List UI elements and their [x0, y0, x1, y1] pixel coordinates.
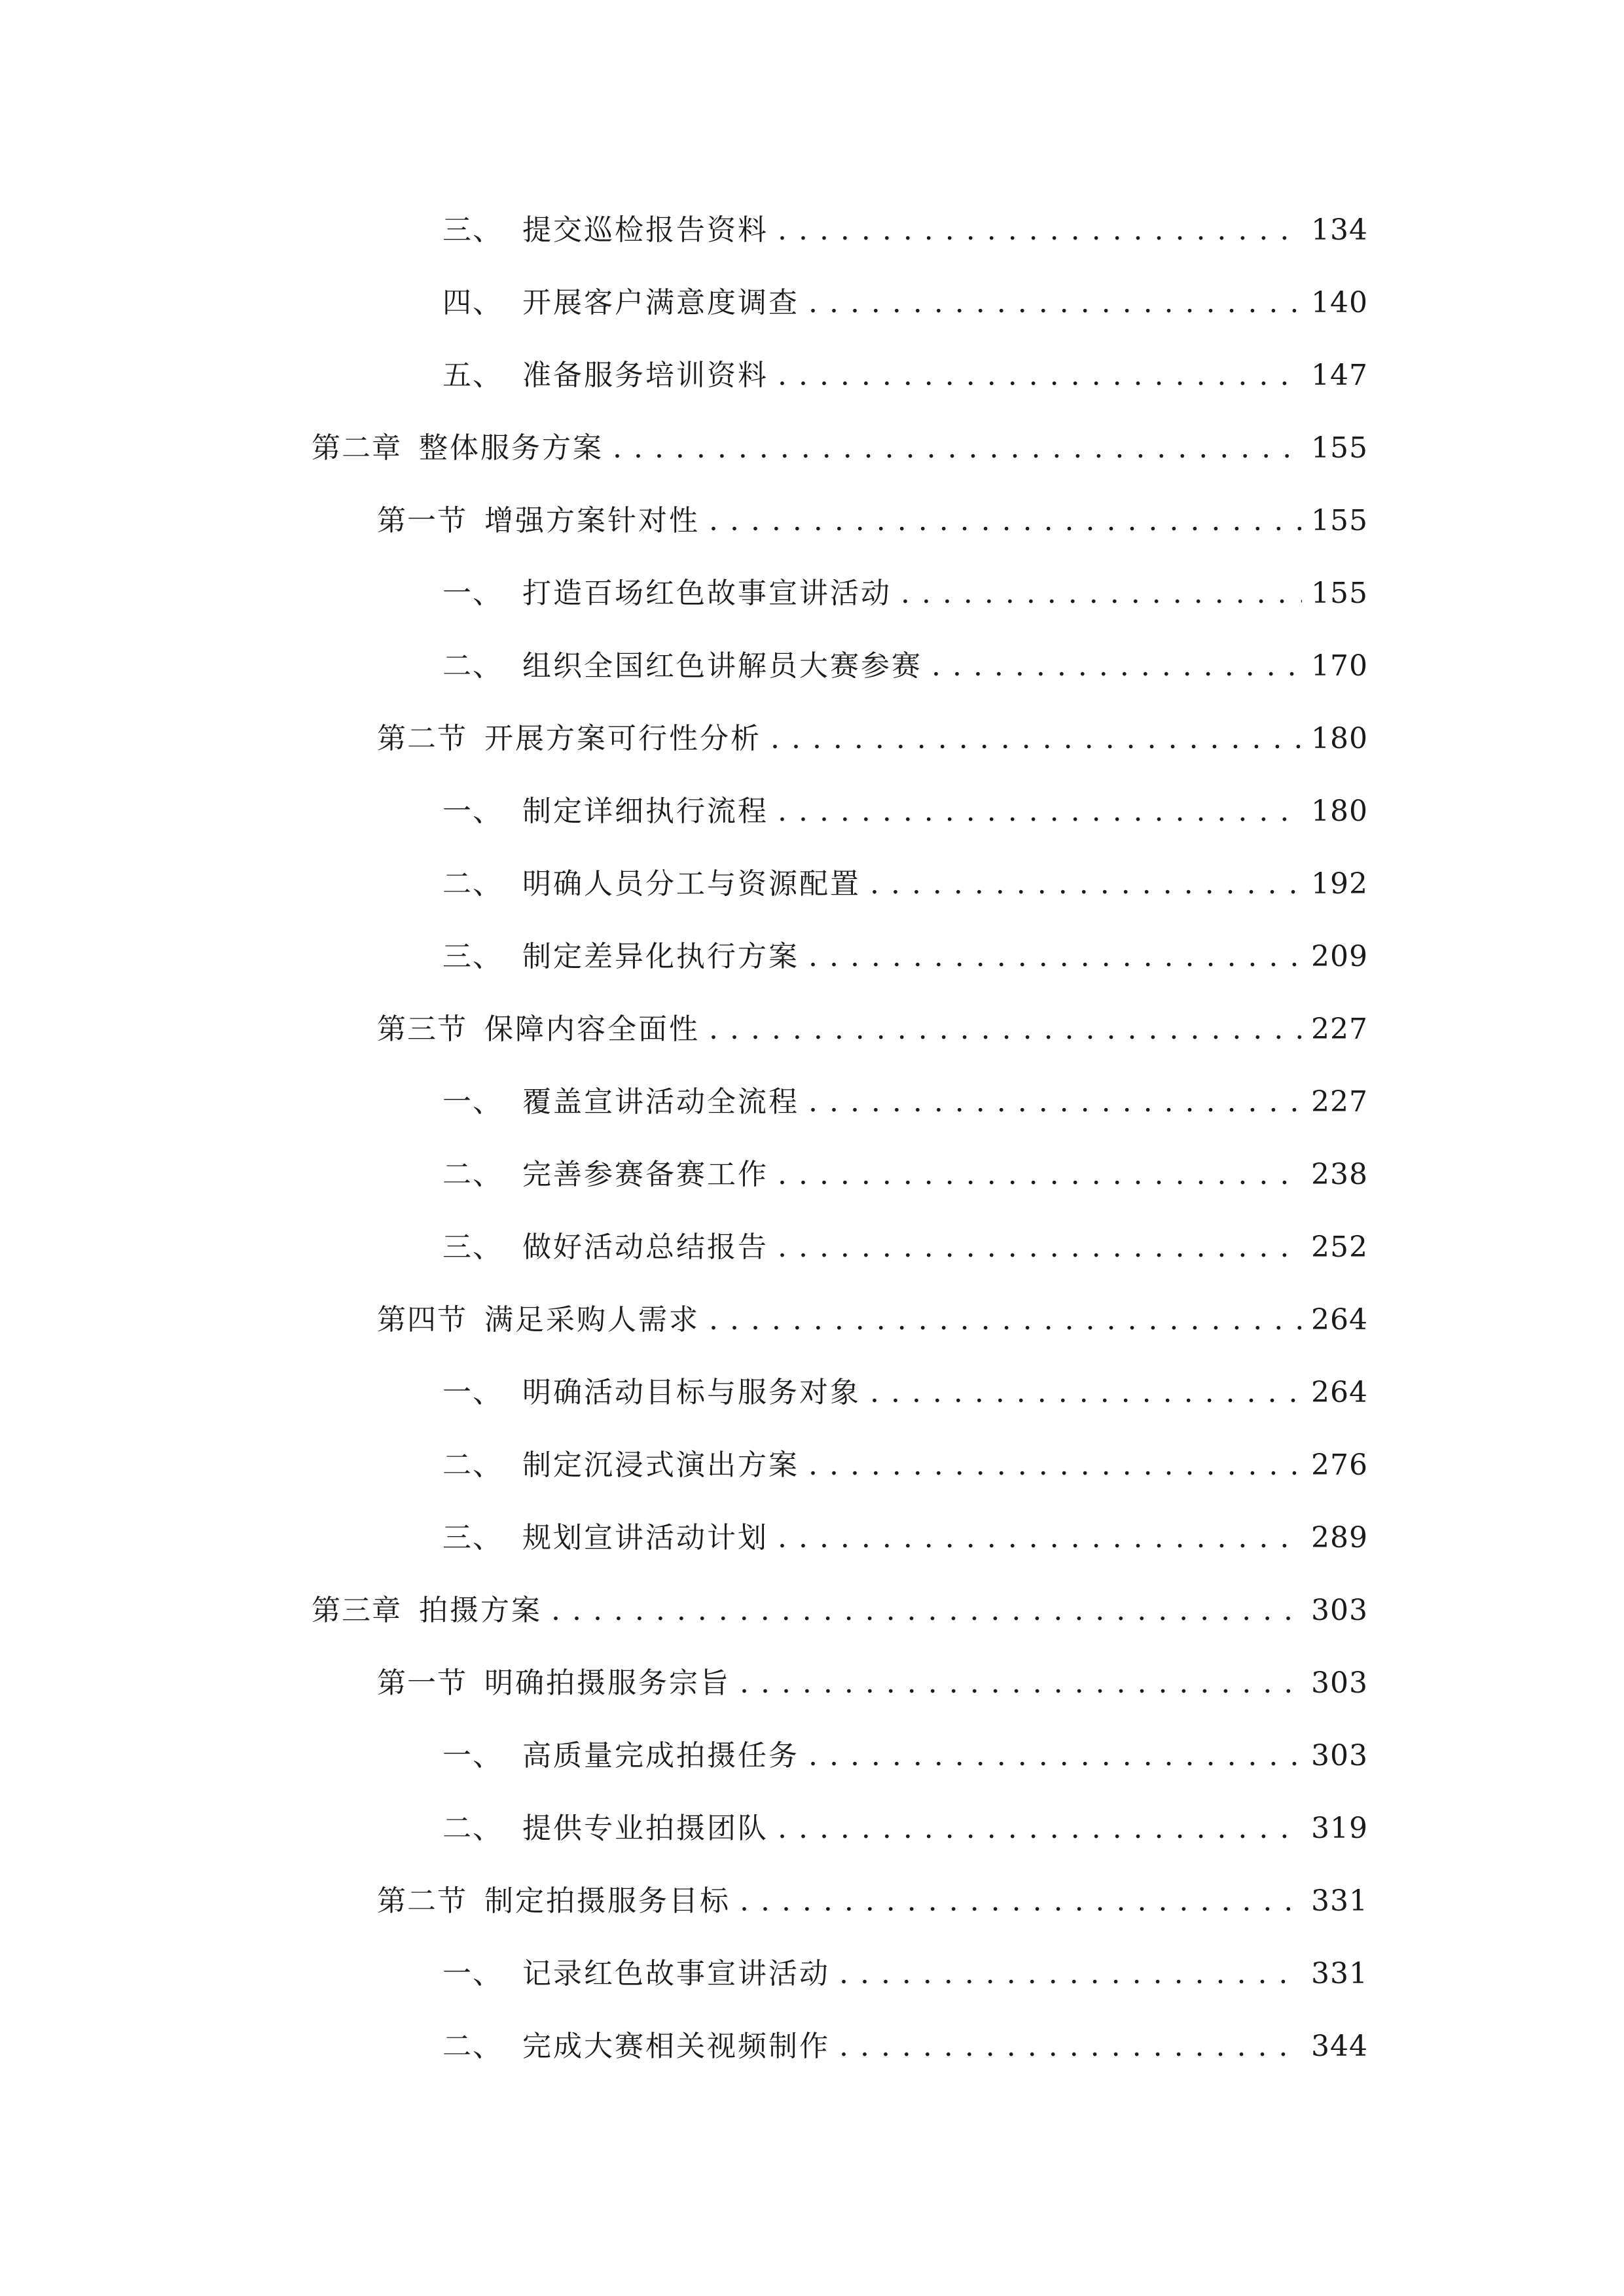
toc-entry[interactable]: [442, 269, 1368, 321]
toc-entry-title: 完成大赛相关视频制作: [522, 2030, 830, 2063]
toc-leader-dots: [839, 2028, 1302, 2065]
toc-leader-dots: [778, 1229, 1302, 1266]
toc-entry-title: 做好活动总结报告: [522, 1230, 768, 1264]
toc-entry[interactable]: [442, 1795, 1368, 1847]
toc-entry-number: 二、: [442, 1448, 503, 1482]
toc-entry-page: 331: [1311, 1957, 1368, 1990]
toc-entry-page: 264: [1311, 1376, 1368, 1409]
toc-leader-dots: [740, 1665, 1302, 1702]
toc-entry-page: 227: [1311, 1085, 1368, 1119]
toc-entry-page: 227: [1311, 1013, 1368, 1046]
toc-entry-title: 规划宣讲活动计划: [522, 1521, 768, 1554]
toc-leader-dots: [808, 1084, 1302, 1121]
toc-entry-number: 第一节: [377, 1666, 467, 1700]
toc-leader-dots: [778, 357, 1302, 394]
toc-entry-number: 一、: [442, 795, 503, 828]
toc-entry-number: 三、: [442, 1521, 503, 1554]
toc-entry[interactable]: [442, 1940, 1368, 1992]
toc-entry-title: 提供专业拍摄团队: [522, 1812, 768, 1845]
toc-leader-dots: [870, 1374, 1302, 1411]
toc-entry-number: 四、: [442, 286, 503, 319]
toc-entry-title: 明确活动目标与服务对象: [522, 1376, 861, 1409]
toc-entry-title: 开展客户满意度调查: [522, 286, 799, 319]
toc-leader-dots: [839, 1956, 1302, 1992]
toc-entry-number: 一、: [442, 1376, 503, 1409]
toc-leader-dots: [870, 866, 1302, 903]
toc-entry-number: 第四节: [377, 1303, 467, 1336]
toc-leader-dots: [808, 1447, 1302, 1484]
toc-entry-page: 155: [1311, 431, 1368, 465]
toc-entry-title: 保障内容全面性: [484, 1013, 700, 1046]
toc-entry-page: 303: [1311, 1666, 1368, 1700]
toc-entry-page: 344: [1311, 2030, 1368, 2063]
toc-entry-title: 制定差异化执行方案: [522, 940, 799, 973]
toc-leader-dots: [778, 1520, 1302, 1556]
toc-entry-title: 拍摄方案: [419, 1594, 542, 1627]
toc-entry[interactable]: [442, 196, 1368, 249]
toc-entry-number: 二、: [442, 1812, 503, 1845]
toc-entry-number: 第一节: [377, 504, 467, 537]
toc-leader-dots: [709, 1011, 1302, 1048]
toc-entry-number: 二、: [442, 649, 503, 683]
toc-entry[interactable]: [442, 1504, 1368, 1556]
toc-entry-page: 319: [1311, 1812, 1368, 1845]
toc-entry-page: 140: [1311, 286, 1368, 319]
toc-entry[interactable]: [442, 1068, 1368, 1121]
toc-leader-dots: [740, 1883, 1302, 1920]
toc-entry-number: 一、: [442, 1085, 503, 1119]
toc-entry[interactable]: [442, 632, 1368, 685]
toc-entry-page: 276: [1311, 1448, 1368, 1482]
toc-entry[interactable]: [442, 2013, 1368, 2065]
toc-section-entry[interactable]: [377, 705, 1368, 757]
toc-entry-number: 一、: [442, 1957, 503, 1990]
toc-leader-dots: [808, 1738, 1302, 1774]
toc-entry-title: 开展方案可行性分析: [484, 722, 761, 755]
toc-section-entry[interactable]: [377, 1867, 1368, 1920]
toc-entry-title: 制定拍摄服务目标: [484, 1884, 731, 1918]
toc-entry-title: 明确人员分工与资源配置: [522, 867, 861, 901]
toc-leader-dots: [901, 575, 1302, 612]
toc-section-entry[interactable]: [377, 487, 1368, 539]
toc-entry-title: 制定沉浸式演出方案: [522, 1448, 799, 1482]
toc-entry[interactable]: [442, 850, 1368, 903]
toc-leader-dots: [808, 285, 1302, 321]
toc-leader-dots: [770, 721, 1302, 757]
toc-leader-dots: [778, 1810, 1302, 1847]
toc-leader-dots: [613, 430, 1302, 467]
toc-entry-title: 明确拍摄服务宗旨: [484, 1666, 731, 1700]
toc-entry-number: 第三节: [377, 1013, 467, 1046]
toc-leader-dots: [709, 503, 1302, 539]
toc-entry[interactable]: [442, 923, 1368, 975]
toc-leader-dots: [778, 1157, 1302, 1193]
toc-entry-number: 第二章: [312, 431, 402, 465]
toc-entry-page: 303: [1311, 1739, 1368, 1772]
toc-entry-page: 331: [1311, 1884, 1368, 1918]
toc-entry-title: 满足采购人需求: [484, 1303, 700, 1336]
toc-entry-number: 五、: [442, 359, 503, 392]
toc-entry-number: 三、: [442, 940, 503, 973]
toc-entry-page: 252: [1311, 1230, 1368, 1264]
toc-entry-page: 289: [1311, 1521, 1368, 1554]
toc-entry-page: 264: [1311, 1303, 1368, 1336]
toc-entry-number: 三、: [442, 213, 503, 247]
toc-entry[interactable]: [442, 1359, 1368, 1411]
toc-entry-number: 一、: [442, 1739, 503, 1772]
toc-entry-title: 完善参赛备赛工作: [522, 1158, 768, 1191]
toc-entry-title: 高质量完成拍摄任务: [522, 1739, 799, 1772]
toc-entry-page: 192: [1311, 867, 1368, 901]
toc-entry-number: 第二节: [377, 1884, 467, 1918]
toc-entry-page: 155: [1311, 504, 1368, 537]
toc-leader-dots: [778, 212, 1302, 249]
toc-entry-page: 170: [1311, 649, 1368, 683]
toc-entry-title: 增强方案针对性: [484, 504, 700, 537]
toc-entry-page: 134: [1311, 213, 1368, 247]
toc-leader-dots: [808, 939, 1302, 975]
toc-entry[interactable]: [442, 778, 1368, 830]
toc-entry-number: 二、: [442, 2030, 503, 2063]
toc-entry-page: 180: [1311, 722, 1368, 755]
toc-section-entry[interactable]: [377, 1286, 1368, 1338]
toc-leader-dots: [551, 1592, 1302, 1629]
toc-entry[interactable]: [442, 342, 1368, 394]
toc-entry[interactable]: [442, 1431, 1368, 1484]
toc-entry-title: 记录红色故事宣讲活动: [522, 1957, 830, 1990]
toc-entry-title: 组织全国红色讲解员大赛参赛: [522, 649, 922, 683]
toc-entry-number: 三、: [442, 1230, 503, 1264]
toc-entry-page: 180: [1311, 795, 1368, 828]
toc-entry-number: 第三章: [312, 1594, 402, 1627]
toc-section-entry[interactable]: [377, 1649, 1368, 1702]
toc-chapter-entry[interactable]: [312, 1577, 1368, 1629]
toc-entry-title: 覆盖宣讲活动全流程: [522, 1085, 799, 1119]
toc-entry-title: 制定详细执行流程: [522, 795, 768, 828]
toc-entry-number: 二、: [442, 867, 503, 901]
toc-entry[interactable]: [442, 1213, 1368, 1266]
toc-entry-title: 整体服务方案: [419, 431, 604, 465]
toc-section-entry[interactable]: [377, 996, 1368, 1048]
toc-entry-number: 第二节: [377, 722, 467, 755]
toc-entry-page: 209: [1311, 940, 1368, 973]
toc-entry-page: 303: [1311, 1594, 1368, 1627]
toc-chapter-entry[interactable]: [312, 414, 1368, 467]
toc-entry-page: 155: [1311, 577, 1368, 610]
toc-entry-title: 准备服务培训资料: [522, 359, 768, 392]
toc-entry-number: 一、: [442, 577, 503, 610]
toc-entry[interactable]: [442, 560, 1368, 612]
toc-leader-dots: [931, 648, 1302, 685]
toc-entry[interactable]: [442, 1141, 1368, 1193]
toc-entry-number: 二、: [442, 1158, 503, 1191]
toc-entry[interactable]: [442, 1722, 1368, 1774]
toc-entry-page: 147: [1311, 359, 1368, 392]
toc-entry-title: 提交巡检报告资料: [522, 213, 768, 247]
toc-leader-dots: [778, 793, 1302, 830]
toc-leader-dots: [709, 1302, 1302, 1338]
toc-entry-page: 238: [1311, 1158, 1368, 1191]
toc-entry-title: 打造百场红色故事宣讲活动: [522, 577, 892, 610]
